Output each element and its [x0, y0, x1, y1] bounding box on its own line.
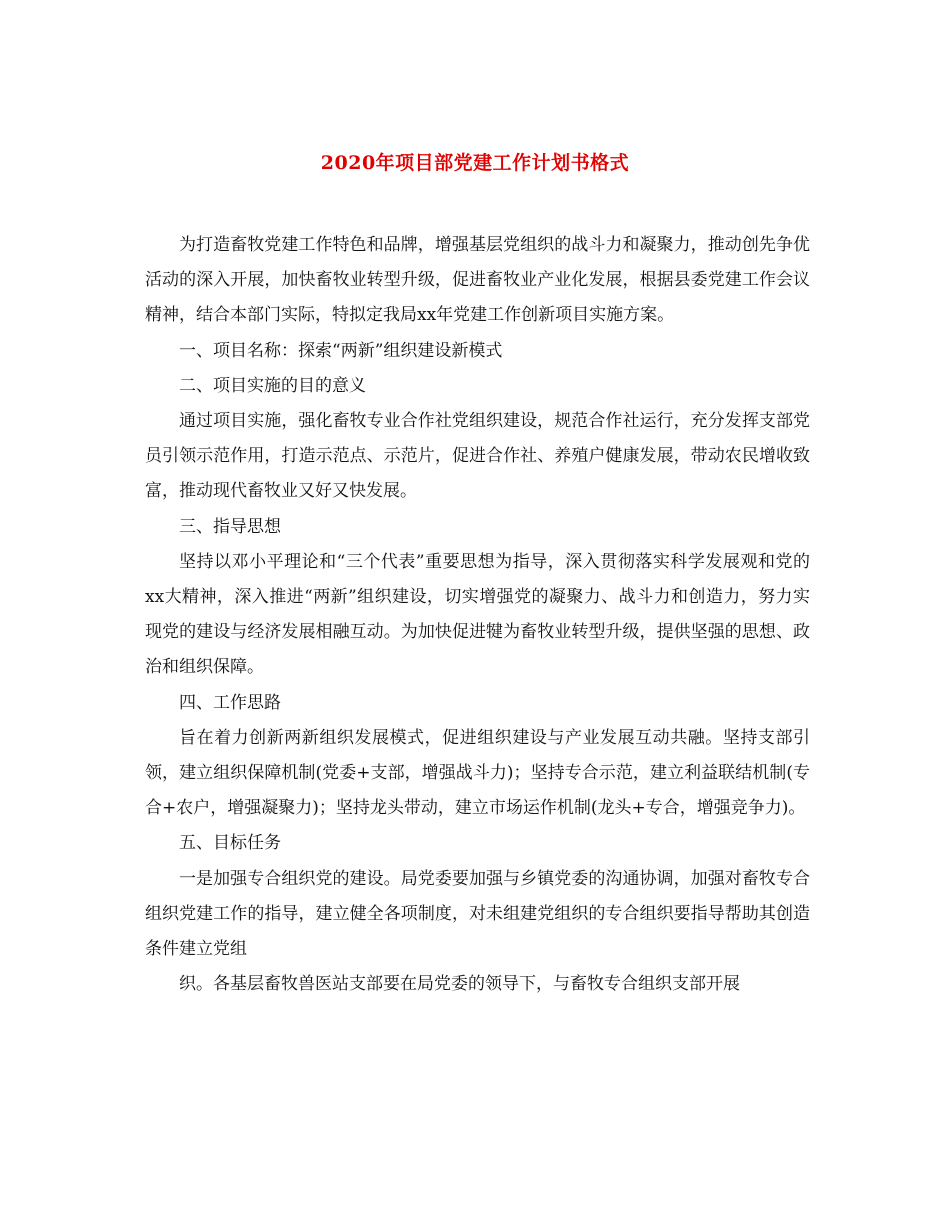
- section-heading-3: 三、指导思想: [179, 516, 281, 537]
- section-heading-4: 四、工作思路: [179, 692, 281, 713]
- document-title: 2020年项目部党建工作计划书格式: [320, 152, 630, 174]
- paragraph-task-1-continued: 织。各基层畜牧兽医站支部要在局党委的领导下，与畜牧专合组织支部开展: [179, 974, 740, 995]
- paragraph-guiding-thought: 坚持以邓小平理论和“三个代表”重要思想为指导，深入贯彻落实科学发展观和党的xx大精神，深入推进“两新”组织建设，切实增强党的凝聚力、战斗力和创造力，努力实现党的建设与经济发展相融互动。为加快促进犍为畜牧业转型升级，提供坚强的思想、政治和组织保障。: [145, 551, 810, 678]
- paragraph-intro: 为打造畜牧党建工作特色和品牌，增强基层党组织的战斗力和凝聚力，推动创先争优活动的深入开展，加快畜牧业转型升级，促进畜牧业产业化发展，根据县委党建工作会议精神，结合本部门实际，特拟定我局xx年党建工作创新项目实施方案。: [145, 235, 810, 326]
- paragraph-purpose: 通过项目实施，强化畜牧专业合作社党组织建设，规范合作社运行，充分发挥支部党员引领示范作用，打造示范点、示范片，促进合作社、养殖户健康发展，带动农民增收致富，推动现代畜牧业又好又快发展。: [145, 411, 810, 502]
- document-body: [145, 228, 810, 1002]
- section-heading-2: 二、项目实施的目的意义: [179, 375, 366, 396]
- section-heading-1: 一、项目名称：探索“两新”组织建设新模式: [179, 340, 503, 361]
- paragraph-task-1: 一是加强专合组织党的建设。局党委要加强与乡镇党委的沟通协调，加强对畜牧专合组织党建工作的指导，建立健全各项制度，对未组建党组织的专合组织要指导帮助其创造条件建立党组: [145, 868, 810, 960]
- paragraph-work-approach: 旨在着力创新两新组织发展模式，促进组织建设与产业发展互动共融。坚持支部引领，建立组织保障机制(党委+支部，增强战斗力)；坚持专合示范，建立利益联结机制(专合+农户，增强凝聚力)；坚持龙头带动，建立市场运作机制(龙头+专合，增强竞争力)。: [145, 727, 810, 819]
- section-heading-5: 五、目标任务: [179, 833, 281, 854]
